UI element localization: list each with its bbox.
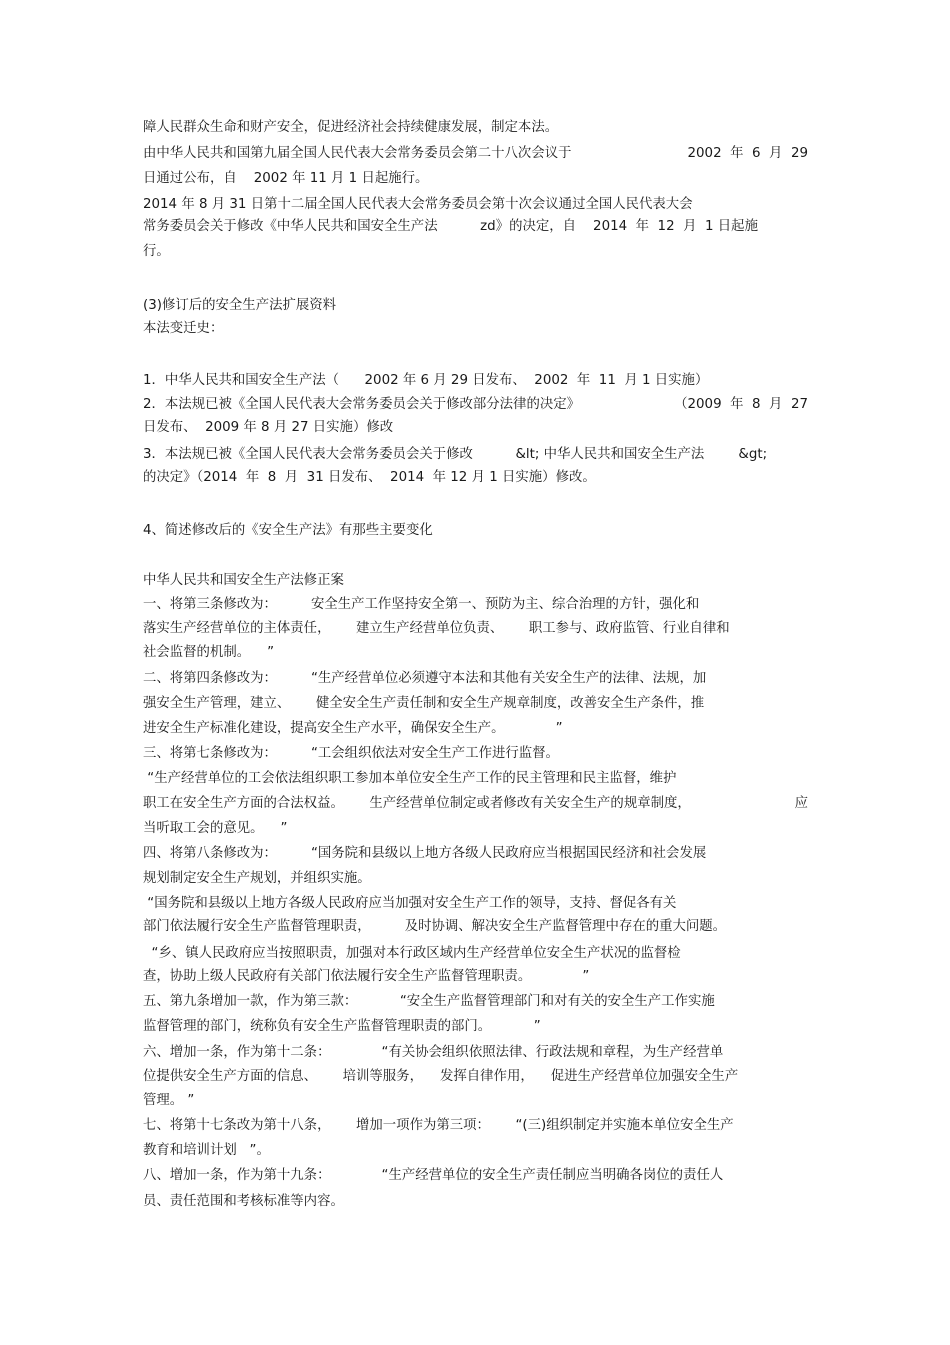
text-line: (3)修订后的安全生产法扩展资料: [143, 298, 337, 313]
text-line: 4、简述修改后的《安全生产法》有那些主要变化: [143, 523, 433, 538]
text-line: 3．本法规已被《全国人民代表大会常务委员会关于修改 &lt; 中华人民共和国安全生产法 &gt;: [143, 447, 768, 462]
text-line: 职工在安全生产方面的合法权益。 生产经营单位制定或者修改有关安全生产的规章制度，: [143, 796, 691, 811]
text-line: 强安全生产管理，建立、 健全安全生产责任制和安全生产规章制度，改善安全生产条件，推: [143, 696, 705, 711]
text-line: “国务院和县级以上地方各级人民政府应当加强对安全生产工作的领导，支持、督促各有关: [143, 896, 677, 911]
text-line: 中华人民共和国安全生产法修正案: [143, 573, 344, 588]
text-line: 常务委员会关于修改《中华人民共和国安全生产法 zd》的决定，自 2014 年 12 月 1 日起施: [143, 219, 758, 234]
text-line: “生产经营单位的工会依法组织职工参加本单位安全生产工作的民主管理和民主监督，维护: [143, 771, 677, 786]
text-line-tail: 应: [794, 796, 808, 811]
text-line: 由中华人民共和国第九届全国人民代表大会常务委员会第二十八次会议于: [143, 146, 572, 161]
text-line: 位提供安全生产方面的信息、 培训等服务， 发挥自律作用， 促进生产经营单位加强安全生产: [143, 1069, 739, 1084]
text-line: 六、增加一条，作为第十二条： “有关协会组织依照法律、行政法规和章程，为生产经营单: [143, 1045, 724, 1060]
text-line: 行。: [143, 244, 170, 259]
text-line: 八、增加一条，作为第十九条： “生产经营单位的安全生产责任制应当明确各岗位的责任人: [143, 1168, 724, 1183]
text-line: 五、第九条增加一款，作为第三款： “安全生产监督管理部门和对有关的安全生产工作实施: [143, 994, 715, 1009]
text-line: 2．本法规已被《全国人民代表大会常务委员会关于修改部分法律的决定》: [143, 397, 581, 412]
text-line: 规划制定安全生产规划，并组织实施。: [143, 871, 371, 886]
text-line: 四、将第八条修改为： “国务院和县级以上地方各级人民政府应当根据国民经济和社会发展: [143, 846, 707, 861]
text-line: 查，协助上级人民政府有关部门依法履行安全生产监督管理职责。 ”: [143, 969, 590, 984]
text-line: 进安全生产标准化建设，提高安全生产水平，确保安全生产。 ”: [143, 721, 563, 736]
text-line: 的决定》（2014 年 8 月 31 日发布、 2014 年 12 月 1 日实施）修改。: [143, 470, 596, 485]
text-line: 当听取工会的意见。 ”: [143, 821, 288, 836]
text-line: 一、将第三条修改为： 安全生产工作坚持安全第一、预防为主、综合治理的方针，强化和: [143, 597, 700, 612]
text-line: 员、责任范围和考核标准等内容。: [143, 1194, 344, 1209]
text-line: 日通过公布，自 2002 年 11 月 1 日起施行。: [143, 171, 429, 186]
text-line: “乡、镇人民政府应当按照职责，加强对本行政区域内生产经营单位安全生产状况的监督检: [143, 946, 681, 961]
text-line: 监督管理的部门，统称负有安全生产监督管理职责的部门。 ”: [143, 1019, 541, 1034]
text-line: 2014 年 8 月 31 日第十二届全国人民代表大会常务委员会第十次会议通过全国人民代表大会: [143, 197, 693, 212]
text-line: 二、将第四条修改为： “生产经营单位必须遵守本法和其他有关安全生产的法律、法规，加: [143, 671, 707, 686]
text-line: 七、将第十七条改为第十八条， 增加一项作为第三项： “(三)组织制定并实施本单位安全生产: [143, 1118, 734, 1133]
text-line: 障人民群众生命和财产安全，促进经济社会持续健康发展，制定本法。: [143, 120, 559, 135]
text-line: 日发布、 2009 年 8 月 27 日实施）修改: [143, 420, 394, 435]
text-line: 三、将第七条修改为： “工会组织依法对安全生产工作进行监督。: [143, 746, 559, 761]
text-line: 社会监督的机制。 ”: [143, 645, 275, 660]
text-line-tail: （2009 年 8 月 27: [674, 397, 808, 412]
text-line: 落实生产经营单位的主体责任， 建立生产经营单位负责、 职工参与、政府监管、行业自律和: [143, 621, 730, 636]
text-line: 教育和培训计划 ”。: [143, 1143, 270, 1158]
text-line: 1．中华人民共和国安全生产法（ 2002 年 6 月 29 日发布、 2002 年 11 月 1 日实施）: [143, 373, 709, 388]
text-line-tail: 2002 年 6 月 29: [687, 146, 808, 161]
text-line: 本法变迁史：: [143, 321, 224, 336]
text-line: 管理。 ”: [143, 1093, 195, 1108]
text-line: 部门依法履行安全生产监督管理职责， 及时协调、解决安全生产监督管理中存在的重大问题。: [143, 919, 727, 934]
